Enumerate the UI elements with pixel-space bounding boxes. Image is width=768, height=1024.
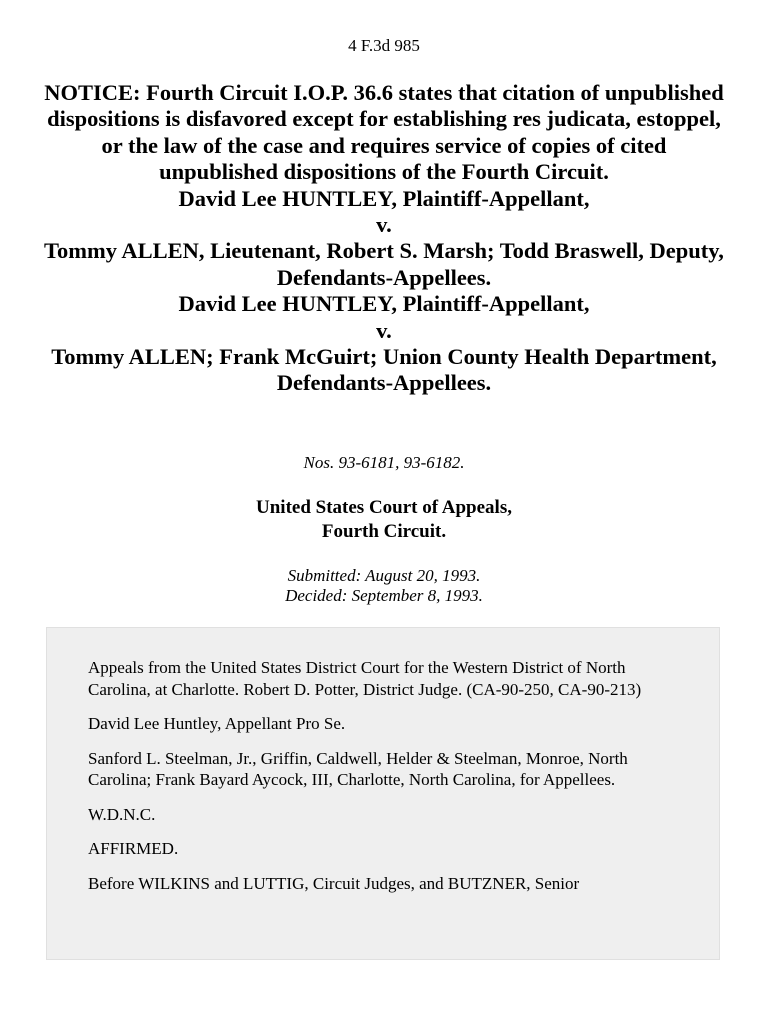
case-dates bbox=[0, 566, 768, 606]
decided-date: Decided: September 8, 1993. bbox=[285, 586, 483, 605]
court-name-line2: Fourth Circuit. bbox=[321, 521, 447, 542]
appeal-origin: Appeals from the United States District Court for the Western District of North Carolina, at Charlotte. Robert D. Potter, District Judge. (CA-90-250, CA-90-213) bbox=[88, 658, 642, 699]
panel-judges: Before WILKINS and LUTTIG, Circuit Judges, and BUTZNER, Senior bbox=[88, 873, 580, 893]
district-abbreviation: W.D.N.C. bbox=[88, 804, 156, 824]
case1-defendants: Tommy ALLEN, Lieutenant, Robert S. Marsh; Todd Braswell, Deputy, Defendants-Appellees. bbox=[44, 238, 724, 290]
case1-plaintiff: David Lee HUNTLEY, Plaintiff-Appellant, bbox=[178, 185, 590, 211]
case2-defendants: Tommy ALLEN; Frank McGuirt; Union County Health Department, Defendants-Appellees. bbox=[51, 344, 717, 396]
court-name bbox=[0, 496, 768, 544]
case2-plaintiff: David Lee HUNTLEY, Plaintiff-Appellant, bbox=[178, 291, 590, 317]
court-name-line1: United States Court of Appeals, bbox=[256, 497, 512, 518]
case1-versus: v. bbox=[376, 212, 392, 238]
disposition: AFFIRMED. bbox=[88, 839, 179, 858]
submitted-date: Submitted: August 20, 1993. bbox=[287, 566, 481, 585]
docket-numbers: Nos. 93-6181, 93-6182. bbox=[303, 453, 465, 472]
case-summary-box bbox=[46, 627, 720, 960]
unpublished-notice: NOTICE: Fourth Circuit I.O.P. 36.6 states that citation of unpublished dispositions is disfavored except for establishing res judicata, estoppel, or the law of the case and requires service of copies of cited unpublished dispositions of the Fourth Circuit. bbox=[44, 80, 724, 185]
reporter-citation: 4 F.3d 985 bbox=[348, 36, 420, 55]
case2-versus: v. bbox=[376, 317, 392, 343]
case-caption bbox=[40, 80, 728, 397]
appellees-counsel: Sanford L. Steelman, Jr., Griffin, Caldwell, Helder & Steelman, Monroe, North Carolina; Frank Bayard Aycock, III, Charlotte, North Carolina, for Appellees. bbox=[88, 748, 628, 789]
appellant-counsel: David Lee Huntley, Appellant Pro Se. bbox=[88, 714, 346, 733]
